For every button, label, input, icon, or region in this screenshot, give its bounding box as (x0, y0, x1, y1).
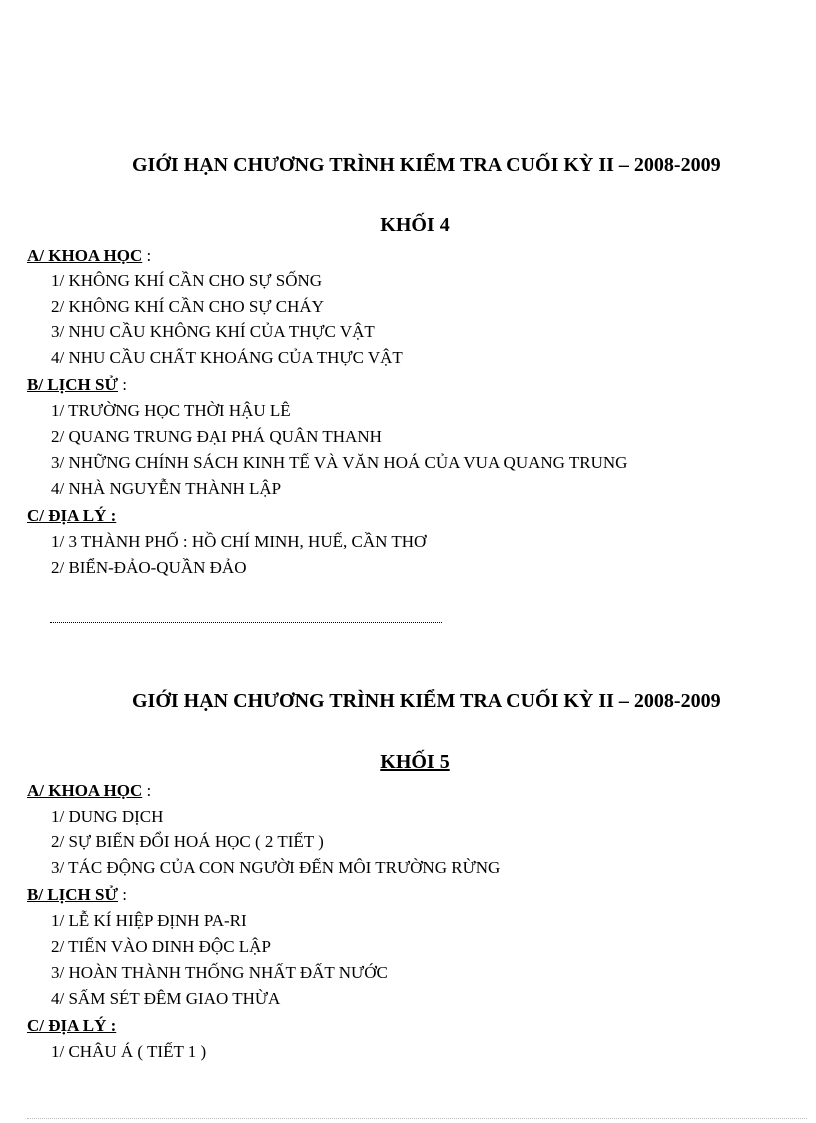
grade-heading-k4: KHỐI 4 (380, 214, 450, 236)
list-item: 2/ KHÔNG KHÍ CẦN CHO SỰ CHÁY (51, 297, 324, 316)
list-item: 2/ BIỂN-ĐẢO-QUẦN ĐẢO (51, 558, 247, 577)
section-colon: : (118, 375, 127, 394)
section-heading: B/ LỊCH SỬ (27, 885, 119, 904)
section-geography-k4 (27, 506, 116, 526)
list-item: 2/ TIẾN VÀO DINH ĐỘC LẬP (51, 937, 271, 956)
grade-heading-k5 (0, 751, 816, 774)
list-item: 3/ NHỮNG CHÍNH SÁCH KINH TẾ VÀ VĂN HOÁ CỦA VUA QUANG TRUNG (51, 453, 628, 472)
section-history-k4 (27, 375, 127, 395)
section-heading: C/ ĐỊA LÝ : (27, 506, 117, 525)
section-colon: : (142, 781, 152, 800)
section-colon: : (142, 246, 152, 265)
section-colon: : (118, 885, 127, 904)
section-heading: C/ ĐỊA LÝ : (27, 1016, 117, 1035)
section-heading: B/ LỊCH SỬ (27, 375, 119, 394)
title-k5: GIỚI HẠN CHƯƠNG TRÌNH KIỂM TRA CUỐI KỲ II – 2008-2009 (132, 690, 721, 712)
list-item: 1/ LỄ KÍ HIỆP ĐỊNH PA-RI (51, 911, 247, 930)
section-science-k5 (27, 781, 151, 801)
dotted-separator (50, 622, 442, 623)
title-k4: GIỚI HẠN CHƯƠNG TRÌNH KIỂM TRA CUỐI KỲ II – 2008-2009 (132, 154, 721, 176)
list-item: 4/ NHÀ NGUYỄN THÀNH LẬP (51, 479, 282, 498)
list-item: 1/ DUNG DỊCH (51, 807, 164, 826)
section-history-k5 (27, 885, 127, 905)
section-geography-k5 (27, 1016, 116, 1036)
list-item: 3/ HOÀN THÀNH THỐNG NHẤT ĐẤT NƯỚC (51, 963, 388, 982)
section-heading: A/ KHOA HỌC (27, 246, 143, 265)
section-science-k4 (27, 246, 151, 266)
list-item: 2/ QUANG TRUNG ĐẠI PHÁ QUÂN THANH (51, 427, 382, 446)
list-item: 1/ KHÔNG KHÍ CẦN CHO SỰ SỐNG (51, 271, 323, 290)
list-item: 3/ NHU CẦU KHÔNG KHÍ CỦA THỰC VẬT (51, 322, 375, 341)
grade-label: KHỐI 5 (380, 751, 450, 773)
list-item: 3/ TÁC ĐỘNG CỦA CON NGƯỜI ĐẾN MÔI TRƯỜNG RỪNG (51, 858, 501, 877)
list-item: 1/ TRƯỜNG HỌC THỜI HẬU LÊ (51, 401, 291, 420)
list-item: 1/ CHÂU Á ( TIẾT 1 ) (51, 1042, 207, 1061)
list-item: 2/ SỰ BIẾN ĐỔI HOÁ HỌC ( 2 TIẾT ) (51, 832, 324, 851)
list-item: 4/ SẤM SÉT ĐÊM GIAO THỪA (51, 989, 281, 1008)
page-bottom-edge (27, 1118, 807, 1119)
section-heading: A/ KHOA HỌC (27, 781, 143, 800)
list-item: 1/ 3 THÀNH PHỐ : HỒ CHÍ MINH, HUẾ, CẦN THƠ (51, 532, 427, 551)
list-item: 4/ NHU CẦU CHẤT KHOÁNG CỦA THỰC VẬT (51, 348, 403, 367)
